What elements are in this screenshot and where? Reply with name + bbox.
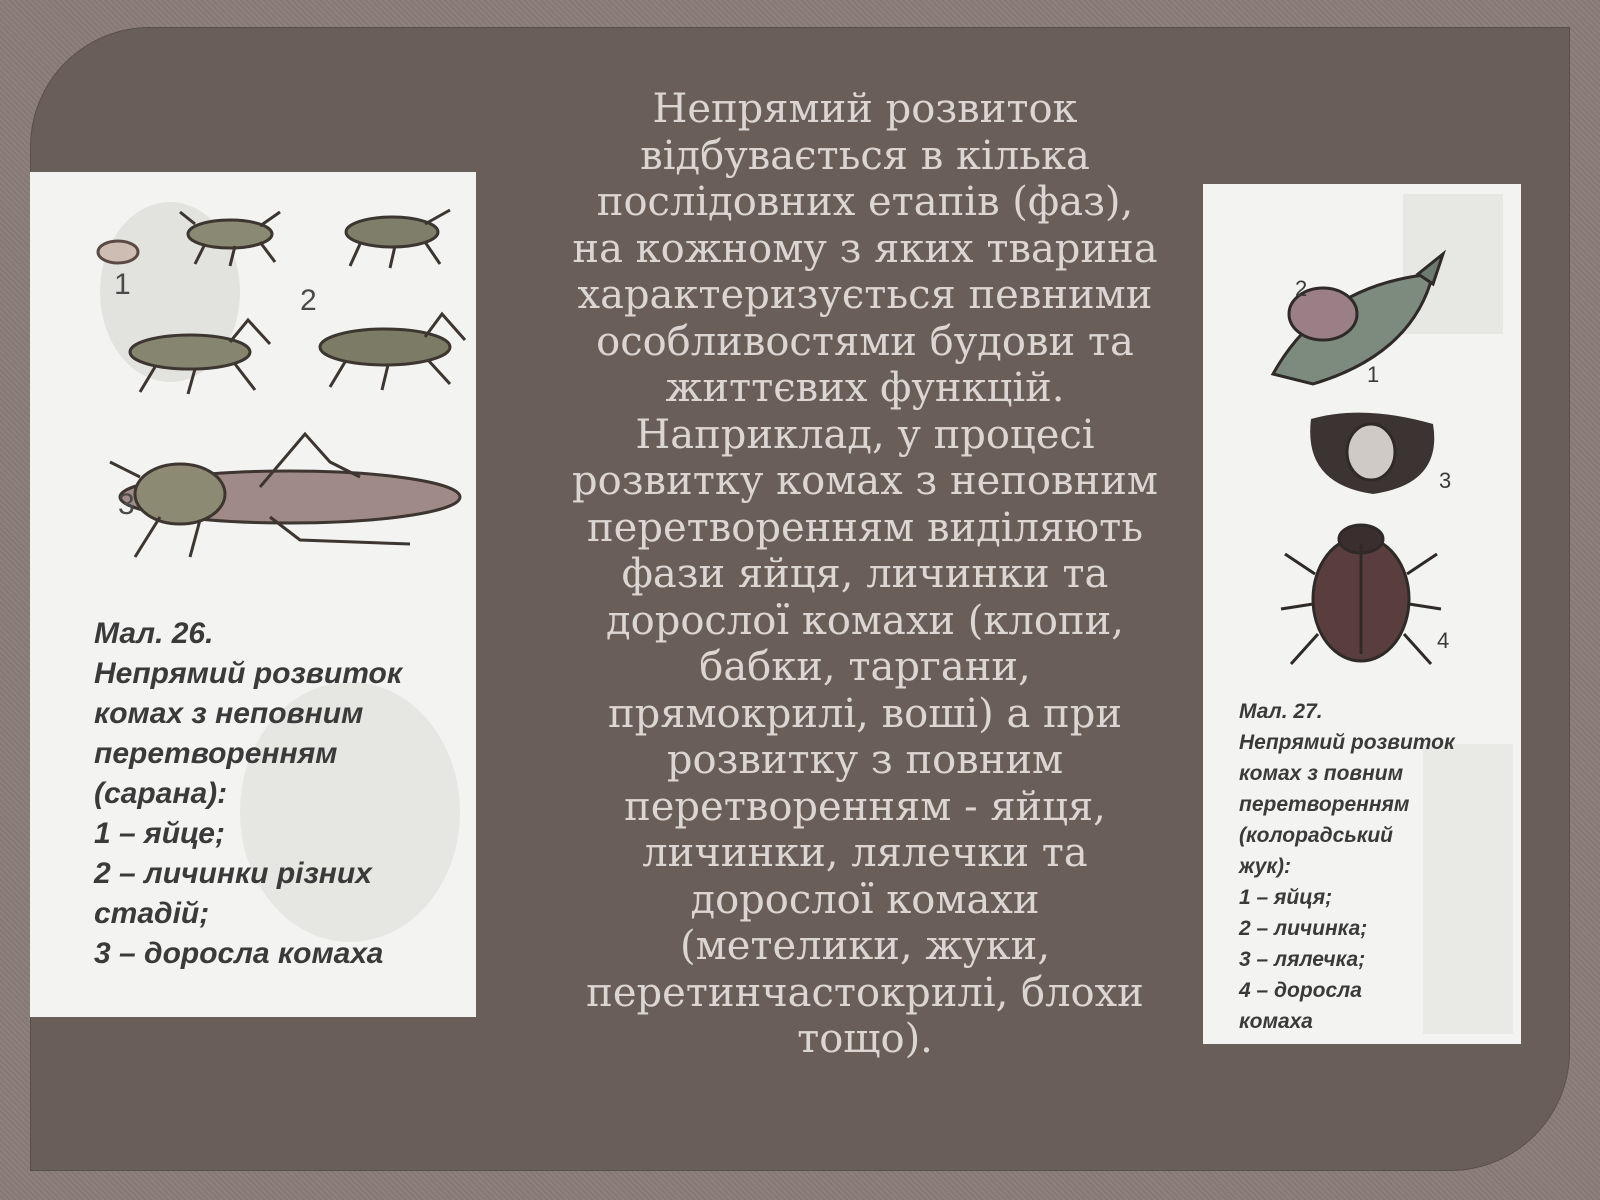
caption-line: 3 – доросла комаха bbox=[94, 937, 384, 970]
beetle-adult-icon bbox=[1281, 525, 1441, 664]
nymph-icon bbox=[346, 210, 450, 268]
caption-line: Непрямий розвиток bbox=[94, 657, 403, 690]
caption-line: 4 – доросла bbox=[1239, 979, 1362, 1002]
caption-line: комах з неповним bbox=[94, 697, 364, 730]
caption-line: перетворенням bbox=[1239, 793, 1410, 816]
body-line: Непрямий розвиток bbox=[652, 86, 1078, 132]
body-line: життєвих функцій. bbox=[665, 365, 1065, 411]
caption-line: стадій; bbox=[94, 897, 210, 930]
caption-line: Мал. 26. bbox=[94, 617, 214, 650]
figure-caption bbox=[94, 614, 402, 974]
body-line: розвитку комах з неповним bbox=[572, 458, 1158, 504]
body-line: тощо). bbox=[797, 1016, 933, 1062]
caption-line: 1 – яйце; bbox=[94, 817, 225, 850]
body-line: (метелики, жуки, bbox=[679, 923, 1051, 969]
body-line: розвитку з повним bbox=[666, 737, 1064, 783]
body-line: фази яйця, личинки та bbox=[621, 551, 1109, 597]
caption-line: 1 – яйця; bbox=[1239, 886, 1333, 909]
caption-line: комаха bbox=[1239, 1010, 1313, 1033]
caption-line: 2 – личинки різних bbox=[94, 857, 372, 890]
body-line: дорослої комахи (клопи, bbox=[606, 597, 1124, 644]
body-line: відбувається в кілька bbox=[640, 132, 1090, 179]
body-line: перетинчастокрилі, блохи bbox=[586, 969, 1144, 1016]
figure-grasshopper-development bbox=[30, 172, 476, 1017]
stage-label: 1 bbox=[1367, 362, 1380, 387]
body-line: характеризується певними bbox=[577, 272, 1153, 318]
egg-icon bbox=[98, 241, 138, 263]
caption-line: (сарана): bbox=[94, 777, 228, 810]
figure-beetle-development bbox=[1203, 184, 1521, 1044]
caption-line: Мал. 27. bbox=[1239, 700, 1323, 723]
body-line: перетворенням виділяють bbox=[587, 504, 1143, 551]
stage-label: 4 bbox=[1437, 628, 1450, 653]
caption-line: жук): bbox=[1239, 855, 1292, 878]
stage-label: 2 bbox=[1295, 276, 1308, 301]
nymph-icon bbox=[320, 314, 465, 390]
caption-line: Непрямий розвиток bbox=[1239, 731, 1455, 754]
body-line: Наприклад, у процесі bbox=[635, 411, 1095, 458]
body-line: послідовних етапів (фаз), bbox=[596, 179, 1134, 225]
body-line: особливостями будови та bbox=[596, 318, 1134, 365]
caption-line: (колорадський bbox=[1239, 824, 1394, 847]
grasshopper-adult-icon bbox=[110, 434, 460, 557]
stage-label: 3 bbox=[118, 488, 135, 521]
body-line: личинки, лялечки та bbox=[642, 830, 1088, 876]
stage-label: 1 bbox=[114, 268, 131, 301]
figure-caption bbox=[1239, 696, 1455, 1037]
body-line: бабки, таргани, bbox=[699, 644, 1031, 690]
stage-label: 2 bbox=[300, 284, 317, 317]
caption-line: 3 – лялечка; bbox=[1239, 948, 1366, 971]
body-line: на кожному з яких тварина bbox=[572, 225, 1158, 272]
pupa-icon bbox=[1310, 413, 1434, 494]
caption-line: комах з повним bbox=[1239, 762, 1404, 785]
caption-line: 2 – личинка; bbox=[1239, 917, 1368, 940]
caption-line: перетворенням bbox=[94, 737, 338, 770]
body-line: дорослої комахи bbox=[690, 876, 1040, 923]
body-text bbox=[555, 86, 1175, 1063]
body-line: прямокрилі, воші) а при bbox=[608, 690, 1122, 737]
body-line: перетворенням - яйця, bbox=[624, 783, 1106, 830]
stage-label: 3 bbox=[1439, 468, 1452, 493]
